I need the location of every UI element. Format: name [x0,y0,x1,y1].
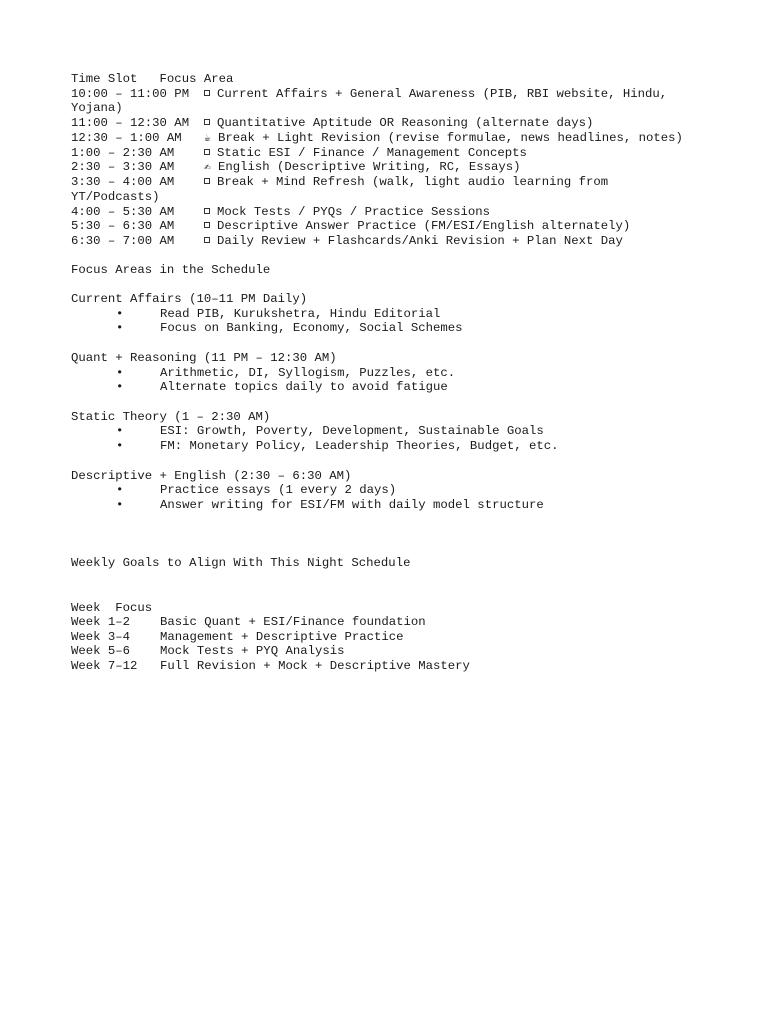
weekly-row [71,630,404,645]
schedule-row [71,234,623,249]
focus-text: Daily Review + Flashcards/Anki Revision + Plan Next Day [217,234,623,248]
square-icon [204,119,210,125]
time-slot: 12:30 – 1:00 AM [71,131,182,145]
bullet-icon: • [116,307,124,321]
weekly-header: Week Focus [71,601,153,615]
bullet-icon: • [116,366,124,380]
focus-text: Break + Light Revision (revise formulae, news headlines, notes) [218,131,683,145]
bullet-item: ESI: Growth, Poverty, Development, Sustainable Goals [160,424,544,438]
week-focus: Full Revision + Mock + Descriptive Mastery [160,659,470,673]
schedule-row-wrap: Yojana) [71,101,123,115]
time-slot: 2:30 – 3:30 AM [71,160,175,174]
schedule-row [71,205,490,220]
schedule-row [71,131,683,147]
focus-text: Quantitative Aptitude OR Reasoning (alternate days) [217,116,594,130]
focus-text: Current Affairs + General Awareness (PIB, RBI website, Hindu, [217,87,668,101]
bullet-icon: • [116,439,124,453]
time-slot: 11:00 – 12:30 AM [71,116,190,130]
coffee-icon: ☕ [204,133,211,145]
bullet-icon: • [116,321,124,335]
focus-text: English (Descriptive Writing, RC, Essays) [218,160,521,174]
schedule-row [71,175,608,190]
section-heading: Current Affairs (10–11 PM Daily) [71,292,308,306]
time-slot: 5:30 – 6:30 AM [71,219,175,233]
bullet-icon: • [116,483,124,497]
square-icon [204,237,210,243]
time-slot: 10:00 – 11:00 PM [71,87,190,101]
week-focus: Basic Quant + ESI/Finance foundation [160,615,426,629]
weekly-title: Weekly Goals to Align With This Night Schedule [71,556,411,570]
section-heading: Static Theory (1 – 2:30 AM) [71,410,271,424]
schedule-row-wrap: YT/Podcasts) [71,190,160,204]
time-slot: 3:30 – 4:00 AM [71,175,175,189]
bullet-item: Read PIB, Kurukshetra, Hindu Editorial [160,307,441,321]
square-icon [204,90,210,96]
schedule-row [71,116,593,131]
weekly-row [71,615,426,630]
section-heading: Descriptive + English (2:30 – 6:30 AM) [71,469,352,483]
time-slot: 1:00 – 2:30 AM [71,146,175,160]
schedule-row [71,160,521,176]
weekly-row [71,659,470,674]
week-focus: Management + Descriptive Practice [160,630,404,644]
schedule-row [71,219,630,234]
focus-text: Descriptive Answer Practice (FM/ESI/English alternately) [217,219,631,233]
week-label: Week 1–2 [71,615,131,629]
week-label: Week 5–6 [71,644,131,658]
square-icon [204,222,210,228]
bullet-item: FM: Monetary Policy, Leadership Theories, Budget, etc. [160,439,559,453]
section-title: Focus Areas in the Schedule [71,263,271,277]
bullet-icon: • [116,424,124,438]
schedule-row [71,87,667,102]
bullet-icon: • [116,498,124,512]
week-label: Week 3–4 [71,630,131,644]
bullet-item: Alternate topics daily to avoid fatigue [160,380,448,394]
week-label: Week 7–12 [71,659,138,673]
bullet-item: Answer writing for ESI/FM with daily model structure [160,498,544,512]
bullet-item: Practice essays (1 every 2 days) [160,483,397,497]
bullet-item: Focus on Banking, Economy, Social Schemes [160,321,463,335]
square-icon [204,149,210,155]
schedule-header: Time Slot Focus Area [71,72,234,86]
focus-text: Static ESI / Finance / Management Concepts [217,146,527,160]
writing-hand-icon: ✍ [204,162,211,174]
section-heading: Quant + Reasoning (11 PM – 12:30 AM) [71,351,337,365]
week-focus: Mock Tests + PYQ Analysis [160,644,345,658]
bullet-icon: • [116,380,124,394]
focus-text: Break + Mind Refresh (walk, light audio learning from [217,175,609,189]
weekly-row [71,644,344,659]
square-icon [204,208,210,214]
square-icon [204,178,210,184]
bullet-item: Arithmetic, DI, Syllogism, Puzzles, etc. [160,366,456,380]
time-slot: 4:00 – 5:30 AM [71,205,175,219]
focus-text: Mock Tests / PYQs / Practice Sessions [217,205,491,219]
time-slot: 6:30 – 7:00 AM [71,234,175,248]
schedule-row [71,146,527,161]
